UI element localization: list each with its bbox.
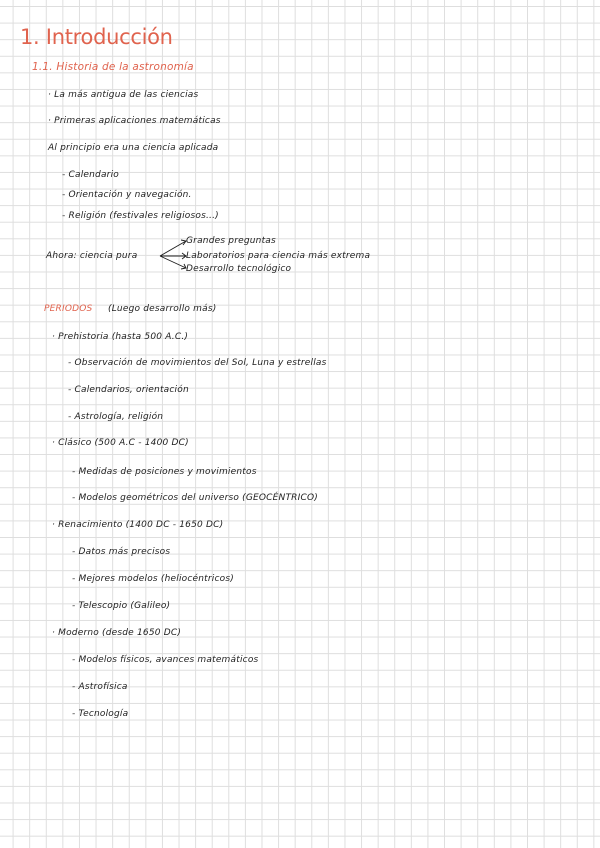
note-line: · Moderno (desde 1650 DC) <box>52 628 182 638</box>
note-line: - Mejores modelos (heliocéntricos) <box>72 574 234 584</box>
note-line: · La más antigua de las ciencias <box>48 90 199 100</box>
note-line: - Observación de movimientos del Sol, Luna y estrellas <box>68 358 327 368</box>
note-line: Al principio era una ciencia aplicada <box>48 143 219 153</box>
note-line: - Orientación y navegación. <box>62 190 192 200</box>
note-line: - Modelos físicos, avances matemáticos <box>72 655 259 665</box>
note-line: - Calendarios, orientación <box>68 385 189 395</box>
note-line: Laboratorios para ciencia más extrema <box>186 251 371 261</box>
branch-arrows-icon <box>158 232 188 272</box>
note-line: (Luego desarrollo más) <box>108 304 217 314</box>
note-line: - Medidas de posiciones y movimientos <box>72 467 257 477</box>
note-line: - Astrología, religión <box>68 412 164 422</box>
note-line: · Renacimiento (1400 DC - 1650 DC) <box>52 520 224 530</box>
note-line: - Modelos geométricos del universo (GEOCÉNTRICO) <box>72 493 318 503</box>
note-line: · Primeras aplicaciones matemáticas <box>48 116 221 126</box>
section-heading: 1.1. Historia de la astronomía <box>32 61 194 73</box>
page-title: 1. Introducción <box>20 25 173 49</box>
note-line: Grandes preguntas <box>186 236 276 246</box>
note-line: - Tecnología <box>72 709 129 719</box>
note-line: · Prehistoria (hasta 500 A.C.) <box>52 332 189 342</box>
note-line: - Datos más precisos <box>72 547 171 557</box>
note-line: Ahora: ciencia pura <box>46 251 138 261</box>
note-line: - Calendario <box>62 170 119 180</box>
note-line: - Religión (festivales religiosos...) <box>62 211 219 221</box>
note-line: Desarrollo tecnológico <box>186 264 292 274</box>
note-line: - Astrofísica <box>72 682 128 692</box>
note-line: - Telescopio (Galileo) <box>72 601 171 611</box>
note-line: · Clásico (500 A.C - 1400 DC) <box>52 438 189 448</box>
periods-heading: PERIODOS <box>44 304 93 314</box>
